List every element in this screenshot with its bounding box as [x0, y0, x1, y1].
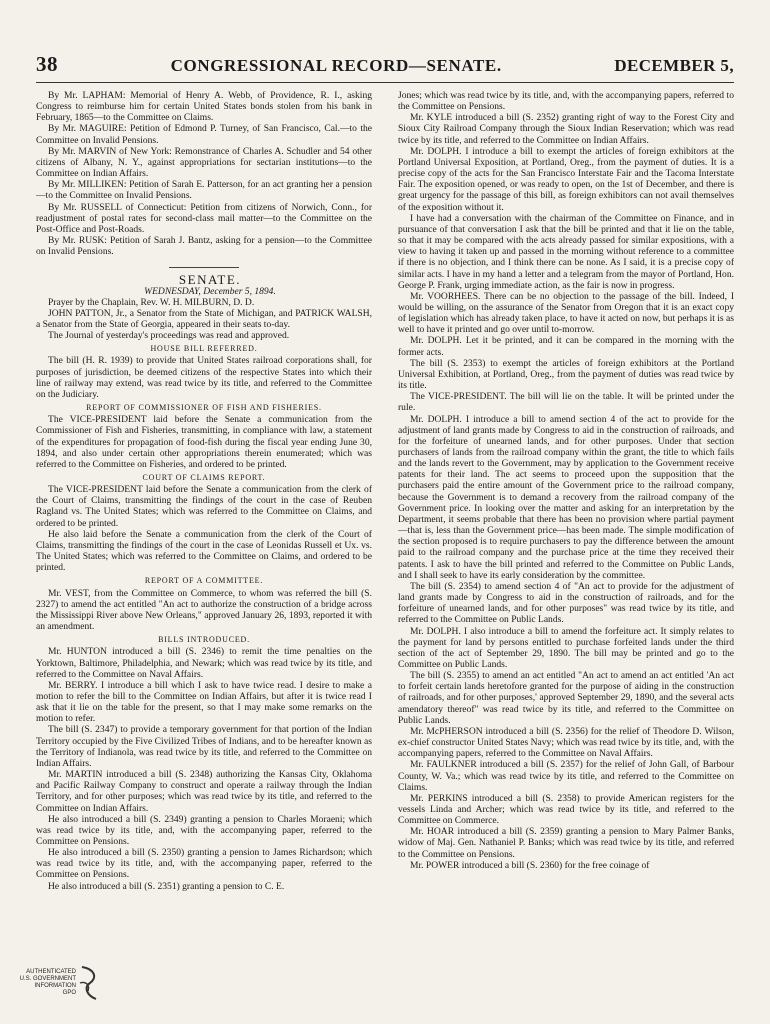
gpo-line: GPO	[62, 990, 76, 996]
paragraph: By Mr. RUSK: Petition of Sarah J. Bantz, asking for a pension—to the Committee on Invalid Pensions.	[36, 235, 372, 258]
paragraph: The bill (S. 2347) to provide a temporary government for that portion of the Indian Territory occupied by the Five Civilized Tribes of Indians, and to be hereafter known as the Territory of Indianola, was read twice by its title, and referred to the Committee on Indian Affairs.	[36, 724, 372, 769]
section-divider	[169, 267, 239, 268]
paragraph: The bill (S. 2353) to exempt the articles of foreign exhibitors at the Portland Universal Exhibition, at Portland, Oreg., from the payment of duties was read twice by its title.	[398, 357, 734, 392]
paragraph: He also laid before the Senate a communication from the clerk of the Court of Claims, transmitting the findings of the court in the case of Leonidas Russell et Ux. vs. The United States; which was referred to the Committee on Claims, and ordered to be printed.	[36, 528, 372, 574]
paragraph: Jones; which was read twice by its title, and, with the accompanying papers, referred to the Committee on Pensions.	[398, 90, 734, 113]
paragraph: The VICE-PRESIDENT laid before the Senate a communication from the clerk of the Court of Claims, transmitting the findings of the court in the case of Reuben Ragland vs. The United States; which was referred to the Committee on Claims, and ordered to be printed.	[36, 484, 372, 529]
running-header	[36, 52, 734, 78]
paragraph: The Journal of yesterday's proceedings was read and approved.	[48, 330, 290, 342]
paragraph: Mr. POWER introduced a bill (S. 2360) for the free coinage of	[410, 859, 650, 871]
gpo-line: U.S. GOVERNMENT	[19, 976, 76, 982]
senate-heading: SENATE.	[178, 272, 242, 288]
session-date: WEDNESDAY, December 5, 1894.	[144, 285, 276, 297]
gpo-line: INFORMATION	[34, 983, 76, 989]
text-columns	[36, 90, 734, 1018]
paragraph: By Mr. MAGUIRE: Petition of Edmond P. Turney, of San Francisco, Cal.—to the Committee on Invalid Pensions.	[36, 123, 372, 146]
header-rule	[36, 82, 734, 83]
paragraph: Mr. MARTIN introduced a bill (S. 2348) authorizing the Kansas City, Oklahoma and Pacific Railway Company to construct and operate a railway through the Indian Territory, and for other purposes; which was read twice by its title, and referred to the Committee on Indian Affairs.	[36, 769, 372, 814]
gpo-seal-text	[18, 969, 76, 997]
section-heading-house-bill: HOUSE BILL REFERRED.	[150, 344, 258, 354]
paragraph: By Mr. LAPHAM: Memorial of Henry A. Webb, of Providence, R. I., asking Congress to reimburse him for certain United States bonds stolen from his bank in February, 1865—to the Committee on Claims.	[36, 90, 372, 124]
paragraph: He also introduced a bill (S. 2350) granting a pension to James Richardson; which was read twice by its title, and, with the accompanying paper, referred to the Committee on Pensions.	[36, 847, 372, 881]
paragraph: Mr. PERKINS introduced a bill (S. 2358) to provide American registers for the vessels Linda and Archer; which was read twice by its title, and referred to the Committee on Commerce.	[398, 792, 734, 827]
paragraph: Prayer by the Chaplain, Rev. W. H. MILBURN, D. D.	[48, 296, 255, 308]
paragraph: By Mr. MARVIN of New York: Remonstrance of Charles A. Schudler and 54 other citizens of Albany, N. Y., against appropriations for sectarian institutions—to the Committee on Indian Affairs.	[36, 145, 372, 180]
paragraph: I have had a conversation with the chairman of the Committee on Finance, and in pursuance of that conversation I ask that the bill be printed and that it lie on the table, so that it may be compared with the acts already passed for similar expositions, with a view to having it taken up and passed in the morning without reference to a committee if there is no objection, and I think there can be none. As I said, it is a precise copy of similar acts. I have in my hand a letter and a telegram from the mayor of Portland, Hon. George P. Frank, urging immediate action, as the fair is now in progress.	[398, 212, 734, 291]
page-number: 38	[36, 52, 58, 76]
gpo-authentication-seal	[18, 960, 108, 1006]
running-date: DECEMBER 5,	[614, 56, 734, 75]
right-column	[398, 90, 734, 1018]
paragraph: The VICE-PRESIDENT. The bill will lie on the table. It will be printed under the rule.	[398, 391, 734, 414]
paragraph: Mr. FAULKNER introduced a bill (S. 2357) for the relief of John Gall, of Barbour County, W. Va.; which was read twice by its title, and referred to the Committee on Claims.	[398, 759, 734, 793]
paragraph: He also introduced a bill (S. 2349) granting a pension to Charles Moraeni; which was read twice by its title, and, with the accompanying paper, referred to the Committee on Pensions.	[36, 813, 372, 847]
paragraph: Mr. McPHERSON introduced a bill (S. 2356) for the relief of Theodore D. Wilson, ex-chief constructor United States Navy; which was read twice by its title, and, with the accompanying papers, referred to the Committee on Naval Affairs.	[398, 725, 734, 760]
paragraph: The bill (S. 2354) to amend section 4 of "An act to provide for the adjustment of land grants made by Congress to aid in the construction of railroads, and for the forfeiture of unearned lands, and for other purposes" was read twice by its title, and referred to the Committee on Public Lands.	[398, 580, 734, 626]
paragraph: Mr. DOLPH. I introduce a bill to exempt the articles of foreign exhibitors at the Portland Universal Exposition, at Portland, Oreg., from the payment of duties. It is a precise copy of the acts for the San Francisco Interstate Fair and the Tacoma Interstate Fair. The exposition opened, or was ready to open, on the 1st of December, and there is great urgency for the passage of this bill, as foreign exhibitors can not avail themselves of the exposition without it.	[398, 145, 734, 213]
paragraph: The VICE-PRESIDENT laid before the Senate a communication from the Commissioner of Fish and Fisheries, transmitting, in compliance with law, a statement of the expenditures for propagation of food-fish during the fiscal year ending June 30, 1894, and also under certain other appropriations therein enumerated; which was referred to the Committee on Fisheries, and ordered to be printed.	[36, 414, 372, 470]
paragraph: Mr. DOLPH. I also introduce a bill to amend the forfeiture act. It simply relates to the payment for land by persons entitled to purchase forfeited lands under the third section of the act of September 29, 1890. The bill may be printed and go to the Committee on Public Lands.	[398, 625, 734, 670]
section-heading-claims: COURT OF CLAIMS REPORT.	[142, 473, 266, 482]
paragraph: The bill (H. R. 1939) to provide that United States railroad corporations shall, for purposes of jurisdiction, be deemed citizens of the respective States into which their line of railway may extend, was read twice by its title, and referred to the Committee on the Judiciary.	[36, 355, 372, 400]
paragraph: Mr. HUNTON introduced a bill (S. 2346) to remit the time penalties on the Yorktown, Baltimore, Philadelphia, and Newark; which was read twice by its title, and referred to the Committee on Naval Affairs.	[36, 646, 372, 680]
paragraph: Mr. VOORHEES. There can be no objection to the passage of the bill. Indeed, I would be willing, on the assurance of the Senator from Oregon that it is an exact copy of legislation which has already taken place, to have it acted on now, but perhaps it is as well to have it printed and go over until to-morrow.	[398, 290, 734, 336]
section-heading-bills: BILLS INTRODUCED.	[158, 635, 250, 645]
paragraph: He also introduced a bill (S. 2351) granting a pension to C. E.	[48, 880, 285, 892]
paragraph: By Mr. MILLIKEN: Petition of Sarah E. Patterson, for an act granting her a pension—to the Committee on Invalid Pensions.	[36, 179, 372, 202]
left-column	[36, 90, 372, 1018]
paragraph: Mr. HOAR introduced a bill (S. 2359) granting a pension to Mary Palmer Banks, widow of Maj. Gen. Nathaniel P. Banks; which was read twice by its title, and referred to the Committee on Pensions.	[398, 826, 734, 860]
running-title: CONGRESSIONAL RECORD—SENATE.	[170, 56, 502, 75]
paragraph: By Mr. RUSSELL of Connecticut: Petition from citizens of Norwich, Conn., for readjustment of postal rates for second-class mail matter—to the Committee on the Post-Office and Post-Roads.	[36, 201, 372, 235]
paragraph: Mr. DOLPH. Let it be printed, and it can be compared in the morning with the former acts.	[398, 335, 734, 358]
paragraph: Mr. BERRY. I introduce a bill which I ask to have twice read. I desire to make a motion to refer the bill to the Committee on Indian Affairs, but after it is twice read I ask that it lie on the table for the present, so that I may make some remarks on the motion to refer.	[36, 679, 372, 725]
paragraph: JOHN PATTON, Jr., a Senator from the State of Michigan, and PATRICK WALSH, a Senator from the State of Georgia, appeared in their seats to-day.	[36, 307, 372, 330]
paragraph: Mr. KYLE introduced a bill (S. 2352) granting right of way to the Forest City and Sioux City Railroad Company through the Sioux Indian Reservation; which was read twice by its title, and referred to the Committee on Indian Affairs.	[398, 112, 734, 146]
paragraph: Mr. VEST, from the Committee on Commerce, to whom was referred the bill (S. 2327) to amend the act entitled "An act to authorize the construction of a bridge across the Mississippi River above New Orleans," approved January 26, 1893, reported it with an amendment.	[36, 587, 372, 633]
section-heading-fish: REPORT OF COMMISSIONER OF FISH AND FISHERIES.	[86, 403, 322, 413]
gpo-eagle-icon	[76, 963, 102, 1003]
paragraph: Mr. DOLPH. I introduce a bill to amend section 4 of the act to provide for the adjustment of land grants made by Congress to aid in the construction of railroads, and for the forfeiture of unearned lands, and for other purposes. Under that section purchasers of lands from the railroad company within the grant, the title to which fails and the lands revert to the Government, may by application to the Government receive patents for their land. The act seems to proceed upon the supposition that the purchasers paid the entire amount of the Government price to the railroad company, because the Government is to demand a recovery from the railroad company of the Government price. In looking over the matter and asking for an interpretation by the Department, it seems probable that there has been no provision where partial payment—that is, less than the Government price—has been made. The simple modification of the section proposed is to require purchasers to pay the difference between the amount paid to the railroad company and the purchase price at the time they received their patents. I ask to have the bill printed and referred to the Committee on Public Lands, and I shall seek to have its early consideration by the committee.	[398, 413, 734, 581]
gpo-line: AUTHENTICATED	[26, 969, 76, 975]
section-heading-committee: REPORT OF A COMMITTEE.	[144, 576, 264, 586]
paragraph: The bill (S. 2355) to amend an act entitled "An act to amend an act entitled 'An act to forfeit certain lands heretofore granted for the purpose of aiding in the construction of railroads, and for other purposes,' approved September 29, 1890, and the several acts amendatory thereof" was read twice by its title, and referred to the Committee on Public Lands.	[398, 670, 734, 726]
